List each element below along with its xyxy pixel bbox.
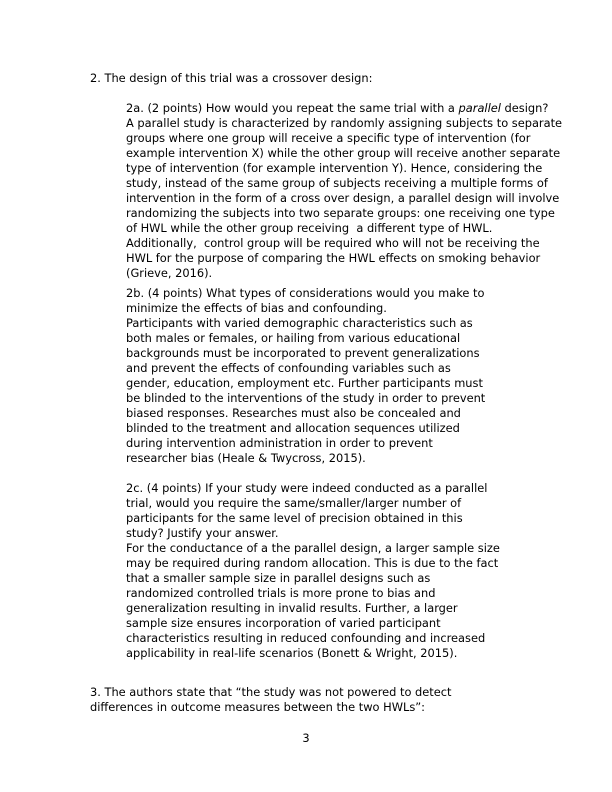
- question-3-line: 3. The authors state that “the study was not powered to detect: [90, 685, 452, 699]
- question-2c-line: trial, would you require the same/smaller/larger number of: [126, 496, 462, 510]
- question-2a-prompt-end: design?: [500, 101, 549, 115]
- answer-2b-line: gender, education, employment etc. Further participants must: [126, 376, 483, 390]
- answer-2c-line: sample size ensures incorporation of varied participant: [126, 616, 441, 630]
- answer-2c-line: applicability in real-life scenarios (Bonett & Wright, 2015).: [126, 646, 458, 660]
- answer-2c-line: may be required during random allocation. This is due to the fact: [126, 556, 499, 570]
- question-2-heading: 2. The design of this trial was a crossover design:: [90, 71, 373, 85]
- answer-2c-line: generalization resulting in invalid results. Further, a larger: [126, 601, 458, 615]
- answer-2a-line: example intervention X) while the other group will receive another separate: [126, 146, 561, 160]
- answer-2c-line: For the conductance of a the parallel design, a larger sample size: [126, 541, 500, 555]
- answer-2a-line: Additionally, control group will be required who will not be receiving the: [126, 236, 540, 250]
- answer-2b-line: be blinded to the interventions of the study in order to prevent: [126, 391, 486, 405]
- answer-2b-line: and prevent the effects of confounding variables such as: [126, 361, 451, 375]
- answer-2b-line: backgrounds must be incorporated to prevent generalizations: [126, 346, 480, 360]
- answer-2b-line: Participants with varied demographic characteristics such as: [126, 316, 473, 330]
- answer-2a-line: intervention in the form of a cross over design, a parallel design will involve: [126, 191, 560, 205]
- page-number: 3: [302, 731, 310, 745]
- question-3-line: differences in outcome measures between the two HWLs”:: [90, 700, 425, 714]
- question-2c-line: study? Justify your answer.: [126, 526, 279, 540]
- answer-2b-line: researcher bias (Heale & Twycross, 2015).: [126, 451, 366, 465]
- answer-2b-line: blinded to the treatment and allocation sequences utilized: [126, 421, 460, 435]
- answer-2a-line: randomizing the subjects into two separate groups: one receiving one type: [126, 206, 555, 220]
- answer-2c-line: that a smaller sample size in parallel designs such as: [126, 571, 431, 585]
- answer-2b-line: biased responses. Researches must also be concealed and: [126, 406, 461, 420]
- question-2c-line: 2c. (4 points) If your study were indeed conducted as a parallel: [126, 481, 488, 495]
- question-2c-line: participants for the same level of precision obtained in this: [126, 511, 463, 525]
- answer-2b-line: during intervention administration in order to prevent: [126, 436, 433, 450]
- question-2a-prompt: [126, 101, 548, 116]
- answer-2b-line: both males or females, or hailing from various educational: [126, 331, 461, 345]
- answer-2a-line: HWL for the purpose of comparing the HWL effects on smoking behavior: [126, 251, 541, 265]
- answer-2a-line: (Grieve, 2016).: [126, 266, 213, 280]
- answer-2a-line: study, instead of the same group of subjects receiving a multiple forms of: [126, 176, 548, 190]
- answer-2a-line: A parallel study is characterized by randomly assigning subjects to separate: [126, 116, 563, 130]
- question-2b-line: minimize the effects of bias and confounding.: [126, 301, 387, 315]
- answer-2a-line: type of intervention (for example intervention Y). Hence, considering the: [126, 161, 543, 175]
- question-2b-line: 2b. (4 points) What types of considerations would you make to: [126, 286, 485, 300]
- answer-2a-line: of HWL while the other group receiving a different type of HWL.: [126, 221, 493, 235]
- answer-2c-line: characteristics resulting in reduced confounding and increased: [126, 631, 486, 645]
- question-2a-prompt-start: 2a. (2 points) How would you repeat the same trial with a: [126, 101, 459, 115]
- question-2a-prompt-italic: parallel: [458, 101, 501, 115]
- answer-2a-line: groups where one group will receive a specific type of intervention (for: [126, 131, 531, 145]
- answer-2c-line: randomized controlled trials is more prone to bias and: [126, 586, 436, 600]
